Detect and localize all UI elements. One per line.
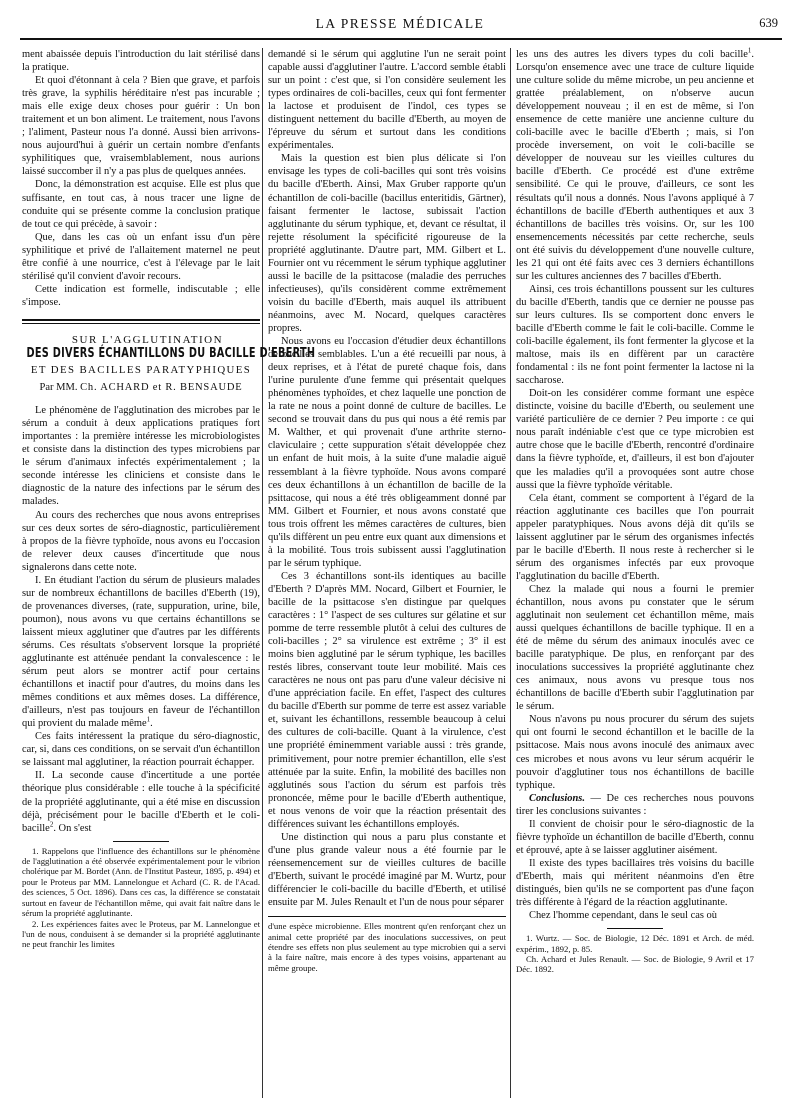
paragraph: Cette indication est formelle, indiscutable ; elle s'impose. [22, 283, 260, 308]
paragraph: I. En étudiant l'action du sérum de plusieurs malades sur de nombreux échantillons de bacilles d'Eberth (19), de provenances diverses, (rate, suppuration, urine, bile, poumon), nous avons vu que certains échantillons se laissent mieux agglutiner que d'autres par les différents sérums. Ces résultats s'observent lorsque la propriété agglutinante est atténuée pendant la convalescence : le sérum peut alors se montrer actif pour certains échantillons et inactif pour d'autres, du moins dans les mêmes conditions et aux mêmes doses. La différence, d'ailleurs, n'est pas toujours en faveur de l'échantillon qui provient du malade même$^1$. [22, 574, 260, 730]
footnote-ref: 2 [49, 820, 54, 829]
paragraph-text: — De ces recherches nous pouvons tirer les conclusions suivantes : [516, 792, 754, 817]
byline-prefix: Par MM. [39, 382, 78, 394]
journal-title: LA PRESSE MÉDICALE [315, 16, 485, 31]
paragraph [516, 48, 754, 283]
footnotes [22, 846, 260, 950]
paragraph-text: II. La seconde cause d'incertitude a une portée théorique plus considérable : elle touche à la spécificité de la propriété agglutinante, qui a été mise en discussion déjà, précisément pour le bacille d'Eberth et le coli-bacille [22, 770, 260, 834]
footnote-rule [607, 928, 663, 929]
paragraph-text: I. En étudiant l'action du sérum de plusieurs malades sur de nombreux échantillons de bacilles d'Eberth (19), de provenances diverses, (rate, suppuration, urine, bile, poumon), nous avons vu que certains échantillons se laissent mieux agglutiner que d'autres par les différents sérums. Ces résultats s'observent lorsque la propriété agglutinante est atténuée pendant la convalescence : le sérum peut alors se montrer actif pour certains échantillons et inactif pour d'autres, du moins dans les mêmes conditions et aux mêmes doses. La différence, d'ailleurs, n'est pas toujours en faveur de l'échantillon qui provient du malade même [22, 574, 260, 730]
article-title: DES DIVERS ÉCHANTILLONS DU BACILLE D'EBERTH [26, 344, 316, 361]
paragraph: Il existe des types bacillaires très voisins du bacille d'Eberth, mais qui méritent néanmoins d'en être distingués, bien qu'ils ne se comportent pas d'une façon très différente à l'égard de la réaction agglutinante. [516, 857, 754, 909]
footnotes [516, 933, 754, 975]
footnote-rule [113, 841, 169, 842]
paragraph: Ces faits intéressent la pratique du séro-diagnostic, car, si, dans ces conditions, on se servait d'un échantillon se laissant mal agglutiner, la réaction pourrait échapper. [22, 731, 260, 769]
article-supertitle: SUR L'AGGLUTINATION [71, 333, 224, 346]
footnote-ref: 1 [146, 715, 151, 724]
article-byline [22, 381, 260, 394]
footnotes [268, 921, 506, 973]
column-right [516, 48, 754, 975]
paragraph-text: les uns des autres les divers types du coli bacille [516, 49, 748, 60]
page-number: 639 [759, 16, 778, 30]
column-divider [262, 48, 263, 1098]
section-heading: Conclusions. [529, 792, 585, 804]
paragraph: Nous n'avons pu nous procurer du sérum des sujets qui ont fourni le second échantillon et le bacille de la psittacose. Mais nous avons inoculé des animaux avec ces microbes et nous avons vu leur sérum acquérir le pouvoir d'agglutiner tous nos échantillons de bacille typhique. [516, 714, 754, 791]
paragraph-text: . On s'est [53, 822, 92, 834]
paragraph: Doit-on les considérer comme formant une espèce distincte, voisine du bacille d'Eberth, ou seulement une variété particulière de ce dernier ? Peu importe : ce qui nous paraît indéniable c'est que ce type microbien est autre chose que le bacille d'Eberth, rencontré d'ordinaire dans la fièvre typhoïde, et, d'ailleurs, il est bon d'ajouter que les maladies qu'il a provoquées sont autre chose aussi que la fièvre typhoïde véritable. [516, 388, 754, 491]
paragraph: demandé si le sérum qui agglutine l'un ne serait point capable aussi d'agglutiner l'autre. L'accord semble établi sur un point : c'est que, si l'on considère seulement les types ordinaires de coli-bacilles, ceux qui font fermenter la lactose et produisent de l'indol, ces types se distinguent nettement du bacille d'Eberth, au moyen de l'épreuve du sérum et surtout dans les conditions expérimentales. [268, 49, 506, 152]
paragraph: Que, dans les cas où un enfant issu d'un père syphilitique et privé de l'allaitement maternel ne peut être confié à une nourrice, c'est à l'élevage par le lait stérilisé qu'il convient d'avoir recours. [22, 231, 260, 282]
page-header [0, 14, 800, 36]
paragraph: Et quoi d'étonnant à cela ? Bien que grave, et parfois très grave, la syphilis héréditaire n'est pas incurable ; mais elle exige deux choses pour guérir : Un bon traitement et un bon aliment. Le traitement, nous l'avons ; l'aliment, Pasteur nous l'a donné. Aussi bien arrivons-nous aujourd'hui à guérir un certain nombre d'enfants syphilitiques que, vraisemblablement, nous aurions laissé succomber il n'y a pas plus de quelques années. [22, 75, 260, 178]
paragraph: Chez la malade qui nous a fourni le premier échantillon, nous avons pu constater que le sérum agglutinait non seulement cet échantillon même, mais aussi quelques échantillons de bacille typhique. Il en a été de même du sérum des animaux inoculés avec ce bacille paratyphique. De plus, en renforçant par des inoculations successives la propriété agglutinante chez ces animaux, nous avons vu presque tous nos échantillons de bacille d'Eberth subir l'agglutination par le sérum. [516, 583, 754, 713]
column-divider [510, 48, 511, 1098]
paragraph: ment abaissée depuis l'introduction du lait stérilisé dans la pratique. [22, 49, 260, 74]
column-middle [268, 48, 506, 973]
column-left [22, 48, 316, 950]
footnote-ref: 1 [747, 46, 752, 55]
paragraph: Chez l'homme cependant, dans le seul cas où [529, 910, 717, 922]
footnote: Ch. Achard et Jules Renault. — Soc. de Biologie, 9 Avril et 17 Déc. 1892. [516, 953, 754, 975]
paragraph-text: . Lorsqu'on ensemence avec une trace de culture liquide une culture solide du même microbe, un peu ancienne et grattée préalablement, on n'observe aucun développement nouveau ; il en est de même, si l'on ensemence de cette manière une ancienne culture du coli-bacille avec le bacille d'Eberth ; mais, si l'on procède inversement, on voit le coli-bacille se développer de nouveau sur les vieilles cultures du bacille d'Eberth. Ce procédé est d'une extrême sensibilité. Ce qui le prouve, d'ailleurs, ce sont les résultats qu'il nous a donnés. Nous l'avons appliqué à 7 échantillons de bacille d'Eberth authentiques et aux 3 échantillons de bacilles très voisins. Or, sur les 100 ensemencements nécessités par cette recherche, seuls ont été suivis du développement d'une nouvelle culture, les 21 qui ont été faits avec ces 3 derniers échantillons sur les cultures anciennes des 7 bacilles d'Eberth. [516, 49, 754, 282]
footnote: 2. Les expériences faites avec le Proteus, par M. Lannelongue et l'un de nous, conduisent à se demander si la propriété agglutinante ne peut franchir les limites [22, 918, 260, 950]
paragraph: Donc, la démonstration est acquise. Elle est plus que suffisante, en tout cas, à nous tracer une ligne de conduite qui se présente comme la conclusion pratique de tout ce qui précède, à savoir : [22, 179, 260, 230]
paragraph: Une distinction qui nous a paru plus constante et d'une plus grande valeur nous a été fournie par le réensemencement sur de vieilles cultures de bacille d'Eberth, suivant le procédé imaginé par M. Wurtz, pour différencier le coli-bacille du bacille d'Eberth, et utilisé ensuite par M. Jules Renault et l'un de nous pour séparer [268, 831, 506, 909]
header-rule [20, 38, 782, 40]
footnote: 1. Wurtz. — Soc. de Biologie, 12 Déc. 1891 et Arch. de méd. expérim., 1892, p. 85. [516, 933, 754, 954]
article-subtitle: ET DES BACILLES PARATYPHIQUES [30, 364, 252, 377]
paragraph: Au cours des recherches que nous avons entreprises sur ces deux sortes de séro-diagnostic, particulièrement à propos de la fièvre typhoïde, nous avons eu l'occasion de relever deux causes d'incertitude que nous signalerons dans cette note. [22, 509, 260, 573]
paragraph: Il convient de choisir pour le séro-diagnostic de la fièvre typhoïde un échantillon de bacille d'Eberth, connu et éprouvé, apte à se laisser agglutiner aisément. [516, 818, 754, 856]
paragraph: Le phénomène de l'agglutination des microbes par le sérum a conduit à deux applications pratiques fort importantes : la première intéresse les microbiologistes et consiste dans la distinction des types microbiens par le sérum d'animaux infectés expérimentalement ; la seconde intéresse les cliniciens et consiste dans le diagnostic de la nature des infections par le sérum des malades. [22, 405, 260, 508]
footnote: 1. Rappelons que l'influence des échantillons sur le phénomène de l'agglutination a été observée expérimentalement pour le vibrion cholérique par M. Bordet (Ann. de l'Institut Pasteur, 1895, p. 494) et pour le Proteus par MM. Lannelongue et Achard (C. R. de l'Acad. des sciences, 5 Oct. 1896). Dans ces cas, la différence se constatait surtout en faveur de l'échantillon même, qui avait fait naître dans le sérum la propriété agglutinante. [22, 845, 260, 919]
byline-authors: Ch. ACHARD et R. BENSAUDE [80, 382, 243, 394]
paragraph: Ces 3 échantillons sont-ils identiques au bacille d'Eberth ? D'après MM. Nocard, Gilbert et Fournier, le bacille de la psittacose s'en distingue par quelques caractères : 1° l'aspect de ses cultures sur gélatine et sur pomme de terre ressemble plutôt à celui des cultures de coli-bacilles ; 2° sa virulence est extrême ; 3° il est moins bien agglutiné par le sérum typhique, les bacilles restés libres, conservant toute leur mobilité. Mais ces caractères ne nous ont pas paru d'une valeur décisive ni d'une appréciation facile. En effet, l'aspect des cultures du bacille d'Eberth sur pomme de terre est assez variable et, suivant les échantillons, ressemble beaucoup à celui des cultures de coli-bacille. Quant à la virulence, c'est une propriété éminemment variable aussi : très grande, primitivement, pour notre premier échantillon, elle s'est atténuée par la suite. Enfin, la mobilité des bacilles non agglutinés sous l'action du sérum est parfois très prononcée, même pour le bacille d'Eberth authentique, et nous venons de voir que la réaction présentait des différences suivant les échantillons employés. [268, 570, 506, 830]
article-separator [22, 319, 260, 324]
footnote-rule [268, 916, 506, 917]
footnote: d'une espèce microbienne. Elles montrent qu'en renforçant chez un animal cette propriété par des inoculations successives, on peut étendre ses effets non plus seulement au type microbien qui a servi à la faire naître, mais encore à des types voisins, appartenant au même groupe. [268, 921, 506, 973]
paragraph [22, 769, 260, 834]
paragraph: Nous avons eu l'occasion d'étudier deux échantillons de bacilles semblables. L'un a été recueilli par nous, à deux reprises, et à l'état de pureté chaque fois, dans l'urine purulente d'une femme qui présentait quelques phénomènes typhoïdes, et chez laquelle une ponction de la rate ne nous a point donné de culture de bacilles. Le second se trouvait dans du pus qui nous a été remis par M. Walther, et qui provenait d'une arthrite sterno-claviculaire ; cette suppuration s'était développée chez un enfant de huit mois, à la suite d'une maladie aiguë ressemblant à la fièvre typhoïde. Nous avons comparé ces deux échantillons à un échantillon de bacille de la psittacose, qui nous a été très obligeamment donné par MM. Gilbert et Fournier, et nous avons constaté que tous trois offrent les mêmes caractères de cultures, bien qu'ils diffèrent un peu entre eux quant aux dimensions et à la mobilité. Tous trois subissent aussi l'agglutination par le sérum typhique. [268, 336, 506, 569]
paragraph [516, 792, 754, 818]
paragraph: Mais la question est bien plus délicate si l'on envisage les types de coli-bacilles qui sont très voisins du bacille d'Eberth. Ainsi, Max Gruber rapporte qu'un échantillon de coli-bacille (bacillus enteritidis, Gärtner), faisant fermenter le lactose, subissait l'action agglutinante du sérum typhique, et, devant ce résultat, il rejette résolument la spécificité rigoureuse de la propriété agglutinante. D'autre part, MM. Gilbert et L. Fournier ont vu récemment le sérum typhique agglutiner aussi le bacille de la psittacose (maladie des perruches infectieuses), qu'ils considèrent comme extrêmement voisin du bacille d'Eberth, mais auquel ils attribuent néanmoins, avec M. Nocard, quelques caractères propres. [268, 153, 506, 334]
paragraph: Cela étant, comment se comportent à l'égard de la réaction agglutinante ces bacilles que l'on pourrait appeler paratyphiques. Nous avons déjà dit qu'ils se laissent agglutiner par le sérum des organismes infectés par le bacille d'Eberth. Il nous reste à rechercher si le sérum des organismes infectés par eux provoque l'agglutination du bacille d'Eberth. [516, 492, 754, 582]
paragraph: Ainsi, ces trois échantillons poussent sur les cultures du bacille d'Eberth, tandis que ce dernier ne pousse pas sur leurs cultures. Ils se comportent donc envers le bacille d'Eberth comme le fait le coli-bacille. Comme le coli-bacille également, ils font fermenter la glycose et la maltose, mais ils en diffèrent par un caractère fondamental : ils ne font point fermenter la lactose ni la saccharose. [516, 283, 754, 387]
